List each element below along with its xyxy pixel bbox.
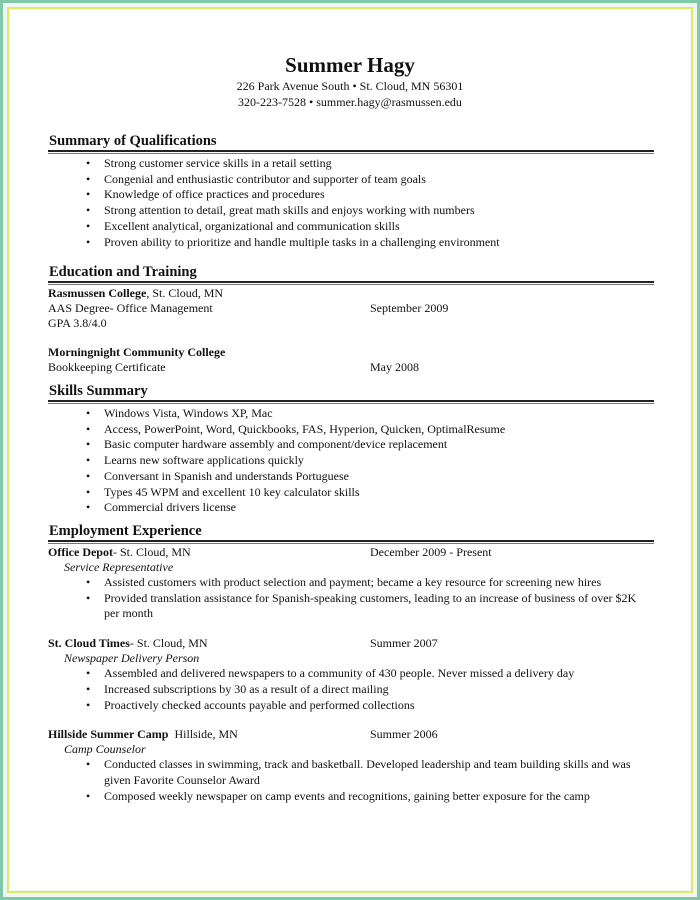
- section-title-qualifications: Summary of Qualifications: [49, 133, 217, 149]
- list-item: • Increased subscriptions by 30 as a result of a direct mailing: [48, 682, 654, 698]
- school-row: [48, 286, 654, 301]
- employment-section: [48, 522, 654, 804]
- job-location: Hillside, MN: [168, 727, 238, 742]
- list-item: • Excellent analytical, organizational and communication skills: [48, 219, 654, 235]
- degree: Bookkeeping Certificate: [48, 360, 166, 374]
- employer: Office Depot: [48, 545, 113, 559]
- resume-header: [10, 52, 690, 110]
- qualifications-section: [48, 132, 654, 250]
- list-item: • Proactively checked accounts payable and performed collections: [48, 698, 654, 714]
- job-position: Newspaper Delivery Person: [64, 651, 200, 666]
- gpa: GPA 3.8/4.0: [48, 316, 107, 330]
- skills-section: [48, 382, 654, 516]
- list-item: • Access, PowerPoint, Word, Quickbooks, FAS, Hyperion, Quicken, OptimalResume: [48, 422, 654, 438]
- section-divider: [48, 281, 654, 285]
- section-title-skills: Skills Summary: [49, 383, 148, 399]
- job-position: Camp Counselor: [64, 742, 146, 757]
- school-row: [48, 345, 654, 360]
- list-item: • Learns new software applications quickly: [48, 453, 654, 469]
- gpa-row: [48, 316, 654, 331]
- list-item: • Strong customer service skills in a retail setting: [48, 156, 654, 172]
- school-name: Morningnight Community College: [48, 345, 226, 359]
- job-duties: [48, 666, 654, 713]
- section-divider: [48, 400, 654, 404]
- list-item: • Strong attention to detail, great math skills and enjoys working with numbers: [48, 203, 654, 219]
- job-position: Service Representative: [64, 560, 174, 574]
- job-row: [48, 636, 654, 651]
- list-item: • Conversant in Spanish and understands Portuguese: [48, 469, 654, 485]
- list-item: • Commercial drivers license: [48, 500, 654, 516]
- employer: Hillside Summer Camp: [48, 727, 169, 742]
- list-item: • Composed weekly newspaper on camp events and recognitions, gaining better exposure for the camp: [48, 789, 654, 805]
- list-item: • Basic computer hardware assembly and component/device replacement: [48, 437, 654, 453]
- qualifications-list: [48, 156, 654, 250]
- list-item: • Conducted classes in swimming, track and basketball. Developed leadership and team building skills and was given Favorite Counselor Award: [48, 757, 654, 788]
- section-divider: [48, 150, 654, 154]
- resume-page: [10, 10, 690, 890]
- job-date: December 2009 - Present: [370, 545, 492, 559]
- degree-date: September 2009: [370, 301, 449, 315]
- degree: AAS Degree- Office Management: [48, 301, 213, 315]
- list-item: • Knowledge of office practices and procedures: [48, 187, 654, 203]
- degree-row: [48, 301, 654, 316]
- degree-date: May 2008: [370, 360, 419, 374]
- phone-email-line: 320-223-7528 • summer.hagy@rasmussen.edu: [238, 95, 462, 109]
- job-location: - St. Cloud, MN: [129, 636, 208, 651]
- applicant-name: Summer Hagy: [285, 53, 415, 77]
- list-item: • Assisted customers with product selection and payment; became a key resource for screening new hires: [48, 575, 654, 591]
- school-name: Rasmussen College: [48, 286, 147, 300]
- job-row: [48, 727, 654, 742]
- education-section: [48, 263, 654, 375]
- job-duties: [48, 757, 654, 804]
- list-item: • Proven ability to prioritize and handle multiple tasks in a challenging environment: [48, 235, 654, 251]
- job-location: - St. Cloud, MN: [112, 545, 191, 559]
- section-title-education: Education and Training: [49, 264, 197, 280]
- list-item: • Types 45 WPM and excellent 10 key calculator skills: [48, 485, 654, 501]
- skills-list: [48, 406, 654, 516]
- section-title-employment: Employment Experience: [49, 523, 202, 539]
- section-divider: [48, 540, 654, 544]
- list-item: • Congenial and enthusiastic contributor and supporter of team goals: [48, 172, 654, 188]
- list-item: • Provided translation assistance for Spanish-speaking customers, leading to an increase of business of over $2K per month: [48, 591, 654, 622]
- employer: St. Cloud Times: [48, 636, 130, 651]
- school-location: , St. Cloud, MN: [146, 286, 224, 300]
- job-date: Summer 2006: [370, 727, 438, 742]
- address-line: 226 Park Avenue South • St. Cloud, MN 56301: [236, 79, 464, 93]
- degree-row: [48, 360, 654, 375]
- job-date: Summer 2007: [370, 636, 438, 651]
- list-item: • Assembled and delivered newspapers to a community of 430 people. Never missed a delivery day: [48, 666, 654, 682]
- job-row: [48, 545, 654, 560]
- list-item: • Windows Vista, Windows XP, Mac: [48, 406, 654, 422]
- job-duties: [48, 575, 654, 622]
